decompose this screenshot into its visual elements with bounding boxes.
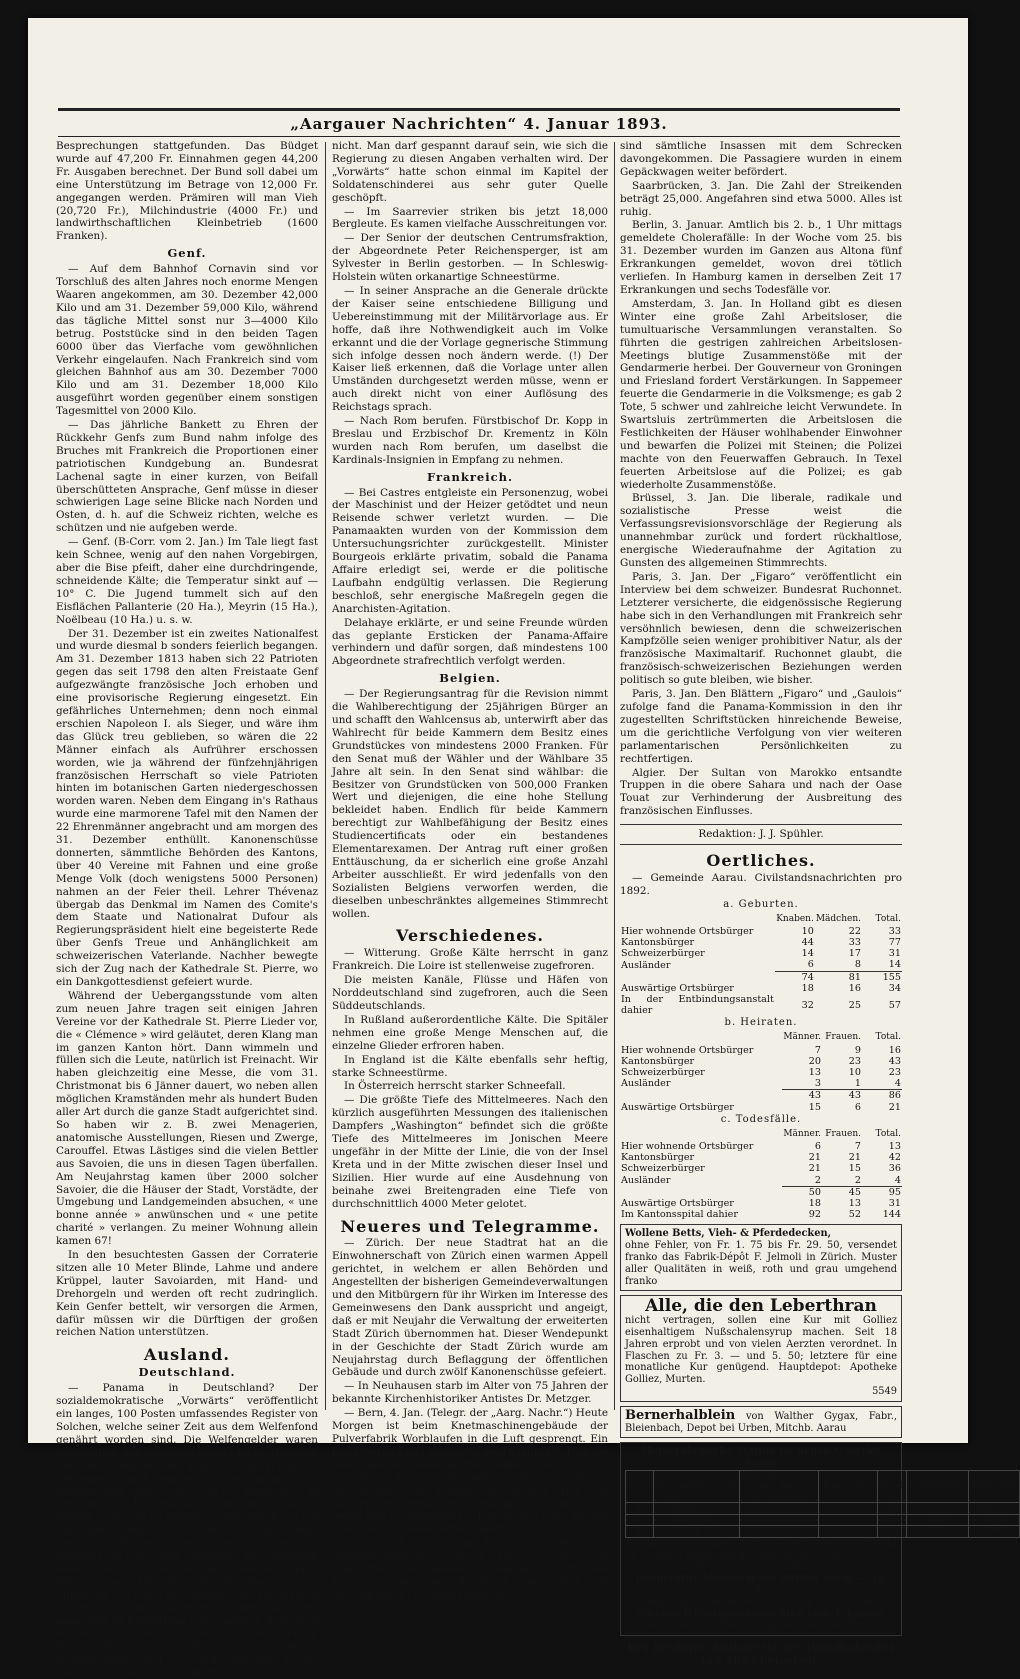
table-row: [620, 948, 902, 959]
cell-value: 57: [888, 999, 901, 1011]
deaths-title: c. Todesfälle.: [720, 1113, 802, 1125]
masthead-title: „Aargauer Nachrichten“ 4. Januar 1893.: [290, 115, 668, 133]
cell-value: 14: [888, 959, 901, 971]
table-row: [626, 1526, 1020, 1538]
article-paragraph: — Das jährliche Bankett zu Ehren der Rückkehr Genfs zum Bund nahm infolge des Bruches mit Frankreich die Proportionen einer patriotischen Kundgebung an. Bundesrat Lachenal sagte in einer kurzen, von Beifall überschütteten Ansprache, Genf müsse in dieser schwierigen Lage seine Blicke nach Norden und Osten, d. h. auf die Schweiz richten, welche es schützen und nie aufgeben werde.: [56, 419, 318, 535]
cell-value: 31: [888, 1197, 901, 1209]
row-label: [620, 1090, 782, 1102]
cell-value: 81: [815, 971, 862, 983]
table-row: [620, 1209, 902, 1220]
weather-header: Beobachtungszeit: [653, 1470, 739, 1503]
column-1: [56, 140, 318, 1679]
weather-header: Wind: [878, 1470, 907, 1503]
weather-note: Zürcher Witterungsaussichten vom 4. Januar.: [635, 1608, 887, 1620]
cell-value: 6: [814, 1140, 821, 1152]
table-row: [620, 1152, 902, 1163]
table-row: [620, 994, 902, 1016]
row-label: Auswärtige Ortsbürger: [621, 1101, 734, 1113]
cell-value: 43: [822, 1090, 862, 1102]
editor-line: Redaktion: J. J. Spühler.: [620, 824, 902, 845]
weather-cell: 3.: [626, 1514, 654, 1526]
cell-value: 33: [848, 937, 861, 949]
cell-value: 6: [854, 1101, 861, 1113]
cell-value: 18: [801, 982, 814, 994]
marriages-table: [620, 1031, 902, 1112]
ad-bernerhalblein-text: von Walther Gygax, Fabr., Bleienbach, Depot bei Urben, Mitchb. Aarau: [625, 1410, 897, 1434]
cell-value: 42: [888, 1152, 901, 1164]
table-header: Männer.: [783, 1128, 821, 1139]
weather-cell: 4.: [626, 1526, 654, 1538]
cell-value: 43: [782, 1090, 822, 1102]
weather-cell: 95: [906, 1526, 968, 1538]
cell-value: 8: [854, 959, 861, 971]
weather-note: Temperatur-Minimum der letzten Nacht — 14. °C.: [633, 1573, 889, 1597]
article-paragraph: Berlin, 3. Januar. Amtlich bis 2. b., 1 Uhr mittags gemeldete Cholerafälle: In der Woche vom 25. bis 31. Dezember wurden im Ganzen aus Altona fünf Erkrankungen gemeldet, wovon drei tötlich verliefen. In Hamburg kamen in derselben Zeit 17 Erkrankungen und sechs Todesfälle vor.: [620, 219, 902, 296]
cell-value: 10: [848, 1067, 861, 1078]
column-rule: [325, 142, 326, 1410]
row-label: Hier wohnende Ortsbürger: [621, 925, 754, 937]
cell-value: 9: [854, 1044, 861, 1056]
cell-value: 2: [854, 1174, 861, 1186]
row-label: Kantonsbürger: [621, 1152, 695, 1164]
table-header: Knaben.: [776, 913, 814, 924]
births-table: [620, 913, 902, 1017]
section-heading-belgien: Belgien.: [439, 671, 501, 686]
table-row: [620, 1078, 902, 1090]
cell-value: 92: [808, 1209, 821, 1221]
weather-cell: 11,6 73,4 69,3: [740, 1514, 819, 1526]
row-label: Ausländer: [621, 959, 671, 971]
column-2: [332, 140, 608, 1601]
table-row: [620, 926, 902, 937]
footer-notice: Der heutigen Auflage ist der Wandkalender pro 1893 beigelegt.: [627, 1641, 895, 1668]
row-label: Kantonsbürger: [621, 937, 695, 949]
weather-title: Meteorologische Station im neuen Quartier Aarau: [641, 1446, 881, 1470]
article-paragraph: — Die größte Tiefe des Mittelmeeres. Nach den kürzlich ausgeführten Messungen des italienischen Dampfers „Washington“ befindet sich die größte Tiefe des Mittelmeeres im Jonischen Meere ungefähr in der Mitte der Linie, die von der Insel Kreta und in der Mitte zwischen dieser Insel und Sizilien. Hier wurde auf eine Ausdehnung von beinahe zwei Breitengraden eine Tiefe von durchschnittlich 4000 Meter gelotet.: [332, 1094, 608, 1210]
weather-cell: Abend 9 „: [653, 1514, 739, 1526]
article-paragraph: Während der Uebergangsstunde vom alten zum neuen Jahre tragen seit einigen Jahren Vereine vor der Kathedrale St. Pierre Lieder vor, die « Clémence » wird geläutet, deren Klang man im ganzen Kanton hört. Dann wimmeln und füllen sich die Leute, natürlich ist Freinacht. Wir haben gleichzeitig eine Messe, die vom 31. Christmonat bis 6 Jänner dauert, wo neben allen möglichen Kramständen mehr als hundert Buden aller Art durch die ganze Stadt aufgerichtet sind. So haben wir z. B. zwei Menagerien, anatomische Ausstellungen, Riesen und Zwerge, Carouffel. Etwas Lästiges sind die vielen Bettler aus Savoien, die uns in diesen Tagen überfallen. Am Neujahrstag kamen über 2000 solcher Savoier, die die Häuser der Stadt, Vorstädte, der Umgebung und Landgemeinden absuchen, « une bonne année » anwünschen und « une petite charité » verlangen. Zu meiner Wohnung allein kamen 67!: [56, 989, 318, 1248]
article-paragraph: sind sämtliche Insassen mit dem Schrecken davongekommen. Die Passagiere wurden in einem Gepäckwagen weiter befördert.: [620, 140, 902, 178]
cell-value: 4: [894, 1078, 901, 1090]
article-paragraph: In Österreich herrscht starker Schneefall.: [344, 1080, 566, 1093]
cell-value: 50: [782, 1186, 822, 1198]
births-title: a. Geburten.: [723, 898, 799, 910]
table-row: [620, 1067, 902, 1078]
row-label: Schweizerbürger: [621, 1067, 705, 1078]
section-heading-verschiedenes: Verschiedenes.: [396, 926, 544, 946]
weather-cell: hell: [968, 1514, 1019, 1526]
table-row: [620, 1090, 902, 1102]
cell-value: 21: [808, 1163, 821, 1175]
table-row: [620, 937, 902, 948]
column-3: [620, 140, 1017, 1668]
row-label: [620, 971, 775, 983]
weather-cell: 100: [906, 1514, 968, 1526]
weather-header: Feuchtigkeit: [906, 1470, 968, 1503]
section-heading-ausland: Ausland.: [144, 1345, 230, 1365]
weather-cell: [819, 1503, 878, 1515]
cell-value: 7: [854, 1140, 861, 1152]
table-row: [620, 1186, 902, 1198]
cell-value: 10: [801, 925, 814, 937]
article-paragraph: — Witterung. Große Kälte herrscht in ganz Frankreich. Die Loire ist stellenweise zugefroren.: [332, 947, 608, 973]
table-row: [620, 1056, 902, 1067]
cell-value: 6: [807, 959, 814, 971]
weather-note: Angaben der beiden Extrem-Thermometer während 24 Stunden abgelesen gestern Abend 9 Uhr:: [625, 1537, 897, 1561]
row-label: Ausländer: [621, 1078, 671, 1090]
ad-leberthran-code: 5549: [872, 1385, 897, 1397]
weather-cell: 9,5 73,0 70,2: [740, 1526, 819, 1538]
cell-value: 31: [888, 948, 901, 960]
row-label: Hier wohnende Ortsbürger: [621, 1044, 754, 1056]
ad-leberthran-title: Alle, die den Leberthran: [645, 1296, 877, 1317]
weather-cell: SW.: [878, 1526, 907, 1538]
table-header: Total.: [875, 913, 901, 924]
article-paragraph: — Der Senior der deutschen Centrumsfraktion, der Abgeordnete Peter Reichensperger, ist am Sylvester in Berlin gestorben. — In Schleswig-Holstein wüten orkanartige Schneestürme.: [332, 232, 608, 284]
table-header: Frauen.: [825, 1032, 861, 1043]
weather-header: Barometerstand i.mm. Absol. Red.: [740, 1470, 819, 1503]
cell-value: 32: [801, 999, 814, 1011]
section-heading-deutschland: Deutschland.: [138, 1365, 236, 1380]
ad-blankets-title: Wollene Betts, Vieh- & Pferdedecken,: [625, 1228, 831, 1240]
cell-value: 74: [775, 971, 815, 983]
weather-note: Niederschlag, gemessen heute früh 7 Uhr: — mm.: [636, 1596, 886, 1608]
weather-cell: Mittags 1 U.: [653, 1503, 739, 1515]
article-paragraph: Paris, 3. Jan. Den Blättern „Figaro“ und „Gaulois“ zufolge fand die Panama-Kommission in den ihr zugestellten Schriftstücken hinreichende Beweise, um die gerichtliche Verfolgung von vier weiteren parlamentarischen Persönlichkeiten zu rechtfertigen.: [620, 688, 902, 765]
article-paragraph: In Rußland außerordentliche Kälte. Die Spitäler nehmen eine große Menge Menschen auf, die einzelne Glieder erfroren haben.: [332, 1013, 608, 1052]
civil-status-title: — Gemeinde Aarau. Civilstandsnachrichten pro 1892.: [620, 871, 902, 897]
article-paragraph: — Bei Castres entgleiste ein Personenzug, wobei der Maschinist und der Heizer getödtet und neun Reisende schwer verletzt wurden. — Die Panamaakten wurden von der Kommission dem Untersuchungsrichter zurückgestellt. Minister Bourgeois erklärte privatim, sobald die Panama Affaire erledigt sei, werde er die politische Laufbahn endgültig verlassen. Die Regierung beschloß, sehr energische Maßregeln gegen die Anarchisten-Agitation.: [332, 486, 608, 615]
cell-value: 16: [888, 1044, 901, 1056]
section-heading-frankreich: Frankreich.: [427, 469, 513, 484]
cell-value: 3: [814, 1078, 821, 1090]
cell-value: 23: [888, 1067, 901, 1078]
cell-value: 86: [862, 1090, 902, 1102]
cell-value: 22: [848, 925, 861, 937]
article-paragraph: Amsterdam, 3. Jan. In Holland gibt es diesen Winter eine große Zahl Arbeitsloser, die tumultuarische Versammlungen veranstalten. So führten die gestrigen zahlreichen Arbeitslosen-Meetings blutige Zusammenstöße mit der Gendarmerie herbei. Der Gouverneur von Groningen und Friesland fordert Verstärkungen. In Sappemeer feuerte die Gendarmerie in die Volksmenge; es gab 2 Tote, 5 schwer und zahlreiche leicht Verwundete. In Swartsluis zertrümmerten die Arbeitslosen die Festlichkeiten der Häuser wohlhabender Einwohner und bewarfen die Polizei mit Steinen; die Polizei machte von den Feuerwaffen Gebrauch. In Texel feuerten Arbeitslose auf die Polizei; es gab wiederholte Zusammenstöße.: [620, 297, 902, 491]
table-row: [620, 1198, 902, 1209]
article-paragraph: — Im Saarrevier striken bis jetzt 18,000 Bergleute. Es kamen vielfache Ausschreitungen vor.: [332, 205, 608, 231]
row-label: Schweizerbürger: [621, 948, 705, 960]
article-paragraph: In den besuchtesten Gassen der Corraterie sitzen alle 10 Meter Blinde, Lahme und andere Krüppel, lauter Savoiarden, mit Hand- und Drehorgeln und werden oft recht zudringlich. Kein Genfer bettelt, wir versorgen die Armen, dafür müssen wir die Dürftigen der großen reichen Nation unterstützen.: [56, 1249, 318, 1339]
deaths-table: [620, 1128, 902, 1221]
cell-value: 15: [808, 1101, 821, 1113]
table-row: [620, 1163, 902, 1174]
weather-header: Temperatur: [819, 1470, 878, 1503]
cell-value: 21: [848, 1152, 861, 1164]
cell-value: 18: [808, 1197, 821, 1209]
cell-value: 17: [848, 948, 861, 960]
cell-value: 23: [848, 1055, 861, 1067]
weather-header: Witterung: [968, 1470, 1019, 1503]
weather-cell: 91: [906, 1503, 968, 1515]
weather-cell: Morg. 7 „: [653, 1526, 739, 1538]
article-paragraph: Die meisten Kanäle, Flüsse und Häfen von Norddeutschland sind zugefroren, auch die Seen Süddeutschlands.: [332, 974, 608, 1012]
row-label: Im Kantonsspital dahier: [621, 1209, 738, 1221]
article-paragraph: Besprechungen stattgefunden. Das Büdget wurde auf 47,200 Fr. Einnahmen gegen 44,200 Fr. Ausgaben berechnet. Der Bund soll dabei um eine Unterstützung im Betrage von 12,000 Fr. angegangen werden. Prämiren will man Vieh (20,720 Fr.), Milchindustrie (4000 Fr.) und landwirthschaftlichen Kleinbetrieb (1600 Franken).: [56, 140, 318, 243]
ad-leberthran-text: nicht vertragen, sollen eine Kur mit Golliez eisenhaltigem Nußschalensyrup machen. Seit 18 Jahren erprobt und von vielen Aerzten verordnet. In Flaschen zu Fr. 3. — und 5. 50; letztere für eine monatliche Kur genügend. Hauptdepot: Apotheke Golliez, Murten.: [625, 1315, 897, 1386]
weather-table: [625, 1470, 1020, 1538]
table-header: Männer.: [783, 1032, 821, 1043]
section-heading-genf: Genf.: [167, 246, 207, 261]
cell-value: 13: [848, 1197, 861, 1209]
table-row: [626, 1503, 1020, 1515]
table-row: [620, 959, 902, 971]
article-paragraph: — Zurzach, 3. Januar. Bei der Einfahrt des Abendschnellzuges 222, 6 Uhr 21 Min. von Winterthur herkommend, ereignete sich ein Personenwagen einen Radbruch. Zum Glück war der Zug nicht in vollem Laufe und: [332, 1537, 608, 1601]
article-paragraph: — In seiner Ansprache an die Generale drückte der Kaiser seine entschiedene Billigung und Uebereinstimmung mit der Militärvorlage aus. Er hoffe, daß ihre Nothwendigkeit auch im Volke erkannt und die der Vorlage gegnerische Stimmung sich infolge dessen noch ändern werde. (!) Der Kaiser ließ erkennen, daß die Vorlage unter allen Umständen durchgesetzt werden müsse, wenn er auch direkt nicht von einer Auflösung des Reichstags sprach.: [332, 284, 608, 414]
ad-bernerhalblein: [620, 1406, 902, 1439]
cell-value: 95: [862, 1186, 902, 1198]
weather-cell: bedeckt: [968, 1503, 1019, 1515]
masthead: [58, 108, 900, 137]
weather-note: Minimum — 13.1 °C. Maximum — 8.0 °C.: [657, 1561, 865, 1573]
row-label: Auswärtige Ortsbürger: [621, 1197, 734, 1209]
cell-value: 36: [888, 1163, 901, 1175]
table-row: [620, 1175, 902, 1187]
cell-value: 25: [848, 999, 861, 1011]
article-paragraph: Saarbrücken, 3. Jan. Die Zahl der Streikenden beträgt 25,000. Angefahren sind etwa 5000. Alles ist ruhig.: [620, 179, 902, 218]
table-row: [620, 1141, 902, 1152]
weather-cell: [819, 1526, 878, 1538]
article-paragraph: — Der Regierungsantrag für die Revision nimmt die Wahlberechtigung der 25jährigen Bürger an und schafft den Wahlcensus ab, unterwirft aber das Wahlrecht für beide Kammern dem Besitz eines Grundstückes von mindestens 2000 Franken. Für den Senat muß der Wähler und der Wählbare 35 Jahre alt sein. In den Senat sind wählbar: die Besitzer von Grundstücken von 500,000 Franken Wert und diejenigen, die eine hohe Stellung bekleidet haben. Endlich für beide Kammern berechtigt zur Wahlbefähigung der Besitz eines Studiencertificats oder ein bestandenes Elementarexamen. Der Antrag ruft einer großen Enttäuschung, da er sicherlich eine große Anzahl Arbeiter ausschließt. Er wird jedenfalls von den Sozialisten Belgiens verworfen werden, die dieselben unbeschränktes allgemeines Stimmrecht wollen.: [332, 688, 608, 920]
row-label: [620, 1186, 782, 1198]
weather-cell: SSW.: [878, 1514, 907, 1526]
cell-value: 21: [808, 1152, 821, 1164]
ad-blankets-text: ohne Fehler, von Fr. 1. 75 bis Fr. 29. 50, versendet franko das Fabrik-Dépôt F. Jelmoli in Zürich. Muster aller Qualitäten in weiß, roth und grau umgehend franko: [625, 1240, 897, 1287]
marriages-title: b. Heiraten.: [724, 1017, 798, 1029]
article-paragraph: Algier. Der Sultan von Marokko entsandte Truppen in die obere Sahara und nach der Oase Touat zur Verhinderung der Ausbreitung des französischen Einflusses.: [620, 766, 902, 818]
article-paragraph: Delahaye erklärte, er und seine Freunde würden das geplante Ersticken der Panama-Affaire verhindern und dafür sorgen, daß mindestens 100 Abgeordnete strafrechtlich verfolgt werden.: [332, 616, 608, 668]
weather-header: 1893 Jan.: [626, 1470, 654, 1503]
cell-value: 2: [814, 1174, 821, 1186]
cell-value: 52: [848, 1209, 861, 1221]
weather-cell: SW.: [878, 1503, 907, 1515]
cell-value: 33: [888, 925, 901, 937]
cell-value: 77: [888, 937, 901, 949]
cell-value: 16: [848, 982, 861, 994]
article-paragraph: Paris, 3. Jan. Der „Figaro“ veröffentlicht ein Interview bei dem schweizer. Bundesrat Ruchonnet. Letzterer versicherte, die eidgenössische Regierung habe sich in den Verhandlungen mit Frankreich sehr versöhnlich bewiesen, denn die schweizerischen Kampfzölle seien weniger prohibitiver Natur, als der französische Maximaltarif. Ruchonnet glaubt, die französisch-schweizerischen Beziehungen werden politisch so gute bleiben, wie bisher.: [620, 570, 902, 687]
row-label: In der Entbindungsanstalt dahier: [621, 994, 774, 1017]
column-rule: [614, 142, 615, 1410]
cell-value: 14: [801, 948, 814, 960]
table-header: Total.: [875, 1032, 901, 1043]
cell-value: 45: [822, 1186, 862, 1198]
row-label: Hier wohnende Ortsbürger: [621, 1140, 754, 1152]
article-paragraph: — Genf. (B-Corr. vom 2. Jan.) Im Tale liegt fast kein Schnee, wenig auf den nahen Vorgebirgen, aber die Bise pfeift, daher eine durchdringende, schneidende Kälte; die Temperatur sinkt auf — 10° C. Die Jugend tummelt sich auf den Eisflächen Pallanterie (20 Ha.), Meyrin (15 Ha.), Noëlbeau (10 Ha.) u. s. w.: [56, 536, 318, 626]
article-paragraph: — Panama in Deutschland? Der sozialdemokratische „Vorwärts“ veröffentlicht ein langes, 100 Posten umfassendes Register von Solchen, welche seiner Zeit aus dem Welfenfond genährt worden sind. Die Welfengelder waren bekanntlich den Schätzen des im Jahre 1866 von Preußen abgesetzten Königs von Hannover entnommen und dienten als Geheimfonds zur Bekämpfung der „welfischen Agitation“ in Preußen. Vor Kurzem hat Caprivi im Reichstag erklärt, die betreffenden Quittungen seien verbrannt worden. Der „Vorwärts“ erklärt nun, diese Quittungen seien noch vorhanden, während andere seine Angaben als Erfindung bezeichnen. Das Blatt stellt als „Gefahdete“ eine Reihe von höchsten Würdenträgern und Ministern süddeutscher Staaten bar. Die Namen werden zwar nur angedeutet aufgeführt, aber man wird in Deutschland die meisten derselben erraten. Auf hohe Offiziere folgen Richter, Parlamentarier, Zeitungen, Aerzte, Polizeibeamte, und es wird sich bis in die Schweiz gesandten Lockspitzel: [56, 1382, 318, 1679]
row-label: Kantonsbürger: [621, 1055, 695, 1067]
ad-leberthran: [620, 1295, 902, 1401]
cell-value: 4: [894, 1174, 901, 1186]
weather-cell: 8,2 73,3 67,5: [740, 1503, 819, 1515]
table-header: Frauen.: [825, 1128, 861, 1139]
cell-value: 44: [801, 937, 814, 949]
ad-blankets: [620, 1224, 902, 1291]
cell-value: 155: [862, 971, 902, 983]
ad-bernerhalblein-title: Bernerhalblein: [625, 1407, 736, 1423]
weather-station: [620, 1442, 1017, 1636]
article-paragraph: — Zürich. Der neue Stadtrat hat an die Einwohnerschaft von Zürich einen warmen Appell gerichtet, in welchem er allen Behörden und Angestellten der bisherigen Gemeindeverwaltungen und den Mitbürgern für ihr Wirken im Interesse des Gemeinwesens den Dank ausspricht und angeigt, daß er mit Neujahr die Verwaltung der erweiterten Stadt Zürich übernommen hat. Dieser Wendepunkt in der Geschichte der Stadt Zürich wurde am Neujahrstag durch Beflaggung der öffentlichen Gebäude und durch zwölf Kanonenschüsse gefeiert.: [332, 1237, 608, 1379]
weather-cell: 3.: [626, 1503, 654, 1515]
article-paragraph: In England ist die Kälte ebenfalls sehr heftig, starke Schneestürme.: [332, 1053, 608, 1079]
cell-value: 7: [814, 1044, 821, 1056]
table-row: [620, 971, 902, 983]
weather-cell: bedeckt: [968, 1526, 1019, 1538]
article-paragraph: — Nach Rom berufen. Fürstbischof Dr. Kopp in Breslau und Erzbischof Dr. Krementz in Köln wurden nach Rom berufen, um daselbst die Kardinals-Insignien in Empfang zu nehmen.: [332, 415, 608, 466]
article-paragraph: — Bern, 4. Jan. (Telegr. der „Aarg. Nachr.“) Heute Morgen ist beim Knetmaschinengebäude der Pulverfabrik Worblaufen in die Luft gesprengt. Ein furchtbarer Knall erweckte heute früh 4½ Uhr die Bewohner der benachbarten Dörfer. Eine Quantität rauchlosen Pulvers entzündete sich, das Gebäude ist zerstört, ein Arbeiter ist getötet. Der von solchen Pulverfabriken erzeugte Schaden ist beträchtlich. Sämmtliche Fensterscheiben in der Umgegend wurden zertrümmert.: [332, 1407, 608, 1536]
weather-note: Veränderliche Bewölkung, zeitweise bedeckt.: [648, 1620, 874, 1632]
cell-value: 34: [888, 982, 901, 994]
cell-value: 15: [848, 1163, 861, 1175]
article-paragraph: Der 31. Dezember ist ein zweites Nationalfest und wurde diesmal b sonders feierlich begangen. Am 31. Dezember 1813 haben sich 22 Patrioten gegen das seit 1798 den alten Freistaate Genf aufgezwängte französische Joch erhoben und eine provisorische Regierung eingesetzt. Ein gefährliches Unternehmen; denn noch einmal erschien Napoleon I. als Sieger, und wäre ihm das Glück treu geblieben, so wären die 22 Männer einfach als Aufrührer erschossen worden, wie ja während der fünfzehnjährigen französischen Herrschaft so viele Patrioten hinten im botanischen Garten niedergeschossen worden waren. Neben dem Eingang in's Rathaus wurde eine marmorene Tafel mit den Namen der 22 Ehrenmänner angebracht und am morgen des 31. Dezember enthüllt. Kanonenschüsse donnerten, sämmtliche Behörden des Kantons, über 40 Vereine mit Fahnen und eine große Menge Volk (doch wenigstens 5000 Personen) nahmen an der Feier theil. Lehrer Thévenaz übergab das Denkmal im Namen des Comite's dem Staate und Nationalrat Dufour als Regierungspräsident hielt eine begeisterte Rede über Genfs Treue und Anhänglichkeit am schweizerischen Vaterlande. Nachher bewegte sich der Zug nach der Kathedrale St. Pierre, wo ein Dankgottesdienst gefeiert wurde.: [56, 627, 318, 988]
table-row: [620, 1102, 902, 1113]
cell-value: 144: [882, 1209, 901, 1221]
table-header: Mädchen.: [815, 913, 861, 924]
article-paragraph: — In Neuhausen starb im Alter von 75 Jahren der bekannte Kirchenhistoriker Antistes Dr. Metzger.: [332, 1380, 608, 1406]
row-label: Ausländer: [621, 1174, 671, 1186]
row-label: Schweizerbürger: [621, 1163, 705, 1175]
table-row: [620, 1045, 902, 1056]
article-paragraph: nicht. Man darf gespannt darauf sein, wie sich die Regierung zu diesen Angaben verhalten wird. Der „Vorwärts“ hatte schon einmal im Kapitel der Soldatenschinderei aus sehr guter Quelle geschöpft.: [332, 140, 608, 204]
article-paragraph: Brüssel, 3. Jan. Die liberale, radikale und sozialistische Presse weist die Verfassungsrevisionsvorschläge der Regierung als unannehmbar zurück und fordert rückhaltlose, energische Wiederaufnahme der Agitation zu Gunsten des allgemeinen Stimmrechts.: [620, 492, 902, 569]
table-row: [620, 983, 902, 994]
article-paragraph: — Auf dem Bahnhof Cornavin sind vor Torschluß des alten Jahres noch enorme Mengen Waaren angekommen, am 30. Dezember 42,000 Kilo und am 31. Dezember 59,000 Kilo, während das tägliche Mittel sonst nur 3—4000 Kilo betrug. Poststücke sind in den beiden Tagen 6000 über das Vierfache vom gewöhnlichen Verkehr eingelaufen. Nach Frankreich sind vom gleichen Bahnhof aus am 30. Dezember 7000 Kilo und am 31. Dezember 18,000 Kilo ausgeführt worden gegenüber einem sonstigen Tagesmittel von 2000 Kilo.: [56, 263, 318, 418]
cell-value: 13: [888, 1140, 901, 1152]
section-heading-oertliches: Oertliches.: [706, 851, 816, 871]
table-header: Total.: [875, 1128, 901, 1139]
table-row: [626, 1514, 1020, 1526]
cell-value: 43: [888, 1055, 901, 1067]
cell-value: 20: [808, 1055, 821, 1067]
cell-value: 13: [808, 1067, 821, 1078]
section-heading-neueres: Neueres und Telegramme.: [340, 1216, 600, 1236]
cell-value: 1: [854, 1078, 861, 1090]
row-label: Auswärtige Ortsbürger: [621, 982, 734, 994]
cell-value: 21: [888, 1101, 901, 1113]
weather-cell: [819, 1514, 878, 1526]
